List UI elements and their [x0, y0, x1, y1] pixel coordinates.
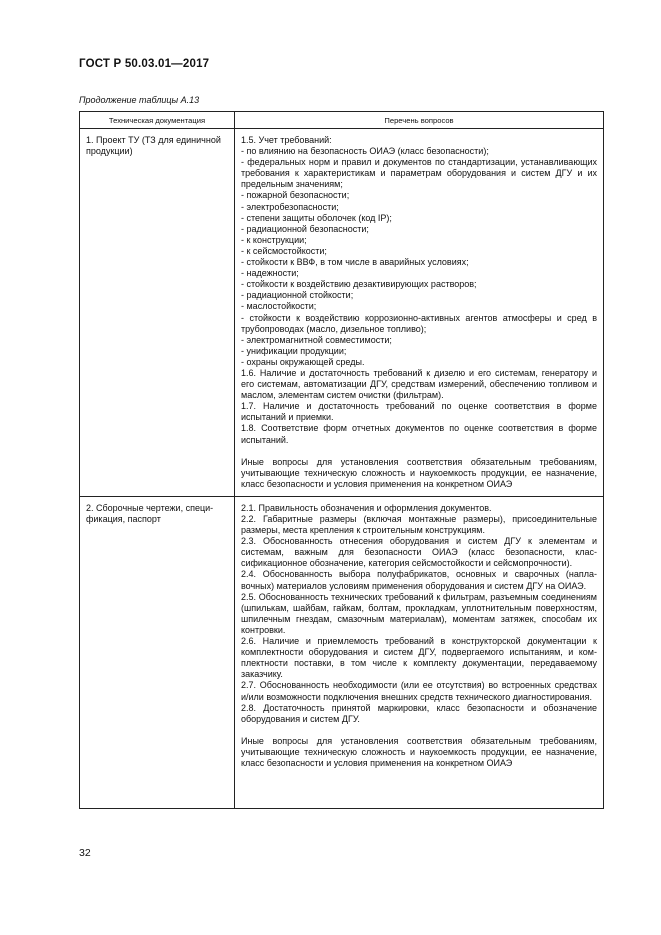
question-item: - степени защиты оболочек (код IP);	[241, 212, 392, 223]
table-row	[80, 129, 604, 497]
question-item: - стойкости к воздействию дезактивирующих растворов;	[241, 279, 477, 290]
question-item: - по влиянию на безопасность ОИАЭ (класс безопасности);	[241, 146, 489, 157]
spacer	[241, 725, 597, 736]
question-item: - унификации продукции;	[241, 345, 347, 356]
question-item: 2.4. Обоснованность выбора полуфабрикатов, основных и сварочных (наплавочных) материалов условиям применения оборудования и систем ДГУ на ОИАЭ.	[241, 569, 597, 591]
other-questions-note: Иные вопросы для установления соответствия обязательным требованиям, учитывающие техническую сложность и наукоемкость продукции, ее назначение, класс безопасности и условия применения на конкретном ОИАЭ	[241, 735, 597, 768]
question-item: 1.6. Наличие и достаточность требований к дизелю и его системам, генератору и его системам, автоматизации ДГУ, средствам измерений, обеспечению топливом и маслом, элементам систем очистки (фильтрам).	[241, 367, 597, 401]
doc-cell: 2. Сборочные чертежи, спецификация, паспорт	[80, 496, 235, 808]
question-item: 1.5. Учет требований:	[241, 135, 332, 145]
questions-cell	[235, 496, 604, 808]
question-item: 2.7. Обоснованность необходимости (или ее отсутствия) во встроенных средствах и/или возможности подключения внешних средств технического диагностирования.	[241, 680, 597, 702]
other-questions-note: Иные вопросы для установления соответствия обязательным требованиям, учитывающие техническую сложность и наукоемкость продукции, ее назначение, класс безопасности и условия применения на конкретном ОИАЭ	[241, 456, 597, 489]
question-item: - радиационной безопасности;	[241, 223, 369, 234]
table-row	[80, 496, 604, 808]
column-header-tech-doc: Техническая документация	[80, 112, 235, 129]
requirements-table	[79, 111, 604, 809]
question-item: - федеральных норм и правил и документов по стандартизации, устанавливающих требования к характеристикам и параметрам оборудования и систем ДГУ и их предельным значениям;	[241, 157, 597, 190]
question-item: - к конструкции;	[241, 234, 307, 245]
question-item: - радиационной стойкости;	[241, 290, 354, 301]
doc-cell: 1. Проект ТУ (ТЗ для единичной продукции)	[80, 129, 235, 497]
question-item: - пожарной безопасности;	[241, 190, 350, 201]
question-item: - к сейсмостойкости;	[241, 245, 327, 256]
questions-cell	[235, 129, 604, 497]
question-item: 2.6. Наличие и приемлемость требований в конструкторской документации к комплектности оборудования и систем ДГУ, подвергаемого испытаниям, и комплектности поставки, в том числе к комплекту документации, передаваемому заказчику.	[241, 636, 597, 680]
table-caption: Продолжение таблицы А.13	[79, 95, 200, 105]
question-item: 1.8. Соответствие форм отчетных документов по оценке соответствия в форме испытаний.	[241, 423, 597, 445]
question-item: - стойкости к воздействию коррозионно-активных агентов атмосферы и сред в трубопроводах (масло, дизельное топливо);	[241, 312, 597, 334]
question-item: 2.3. Обоснованность отнесения оборудования и систем ДГУ к элементам и системам, важным для безопасности ОИАЭ (класс безопасности, классификационное обозначение, категория сейсмостойкости и сейсмопрочности).	[241, 536, 597, 569]
table-header-row	[80, 112, 604, 129]
column-header-questions: Перечень вопросов	[235, 112, 604, 129]
question-item: - маслостойкости;	[241, 301, 317, 312]
question-item: - электробезопасности;	[241, 201, 339, 212]
spacer	[241, 446, 597, 457]
page-number: 32	[79, 847, 91, 859]
question-item: 2.2. Габаритные размеры (включая монтажные размеры), присоединительные размеры, места крепления к строительным конструкциям.	[241, 514, 597, 536]
question-item: - охраны окружающей среды.	[241, 356, 365, 367]
question-item: - электромагнитной совместимости;	[241, 334, 392, 345]
question-item: 2.1. Правильность обозначения и оформления документов.	[241, 502, 492, 513]
document-header: ГОСТ Р 50.03.01—2017	[79, 58, 210, 70]
question-item: 2.5. Обоснованность технических требований к фильтрам, разъемным соединениям (шпилькам, шайбам, гайкам, болтам, прокладкам, уплотнительным поверхностям, шпилечным гнездам, смазочным материалам), моментам затяжек, способам их контровки.	[241, 591, 597, 635]
question-item: - надежности;	[241, 268, 299, 279]
question-item: - стойкости к ВВФ, в том числе в аварийных условиях;	[241, 257, 469, 268]
question-item: 2.8. Достаточность принятой маркировки, класс безопасности и обозначение оборудования и систем ДГУ.	[241, 702, 597, 724]
question-item: 1.7. Наличие и достаточность требований по оценке соответствия в форме испытаний и приемки.	[241, 401, 597, 423]
